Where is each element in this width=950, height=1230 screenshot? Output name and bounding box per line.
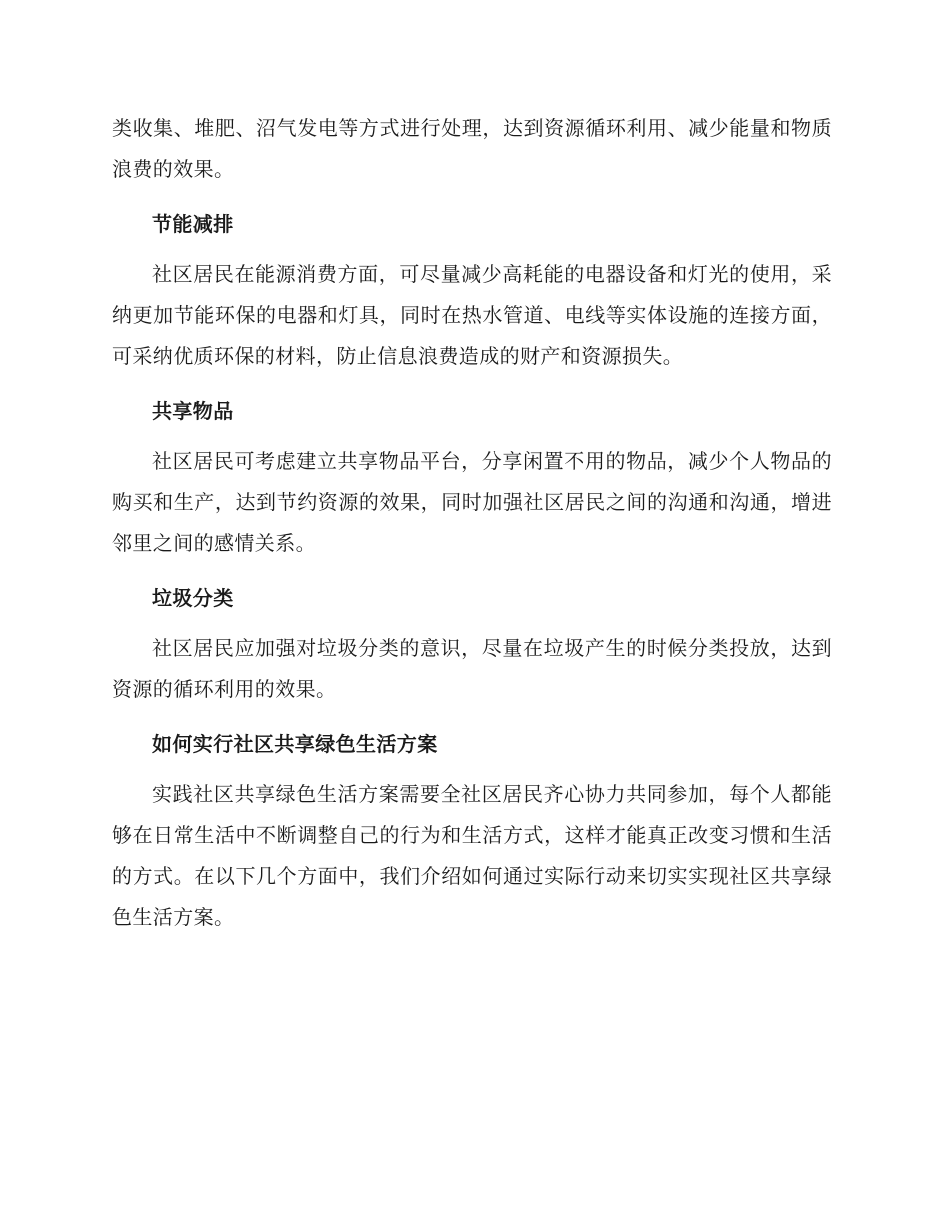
paragraph-shared-items: 社区居民可考虑建立共享物品平台，分享闲置不用的物品，减少个人物品的购买和生产，达到节约资源的效果，同时加强社区居民之间的沟通和沟通，增进邻里之间的感情关系。 (112, 449, 832, 555)
heading-energy-saving: 节能减排 (152, 212, 234, 236)
document-page (112, 108, 832, 938)
heading-shared-items: 共享物品 (152, 399, 234, 423)
paragraph-energy-saving: 社区居民在能源消费方面，可尽量减少高耗能的电器设备和灯光的使用，采纳更加节能环保的电器和灯具，同时在热水管道、电线等实体设施的连接方面，可采纳优质环保的材料，防止信息浪费造成的财产和资源损失。 (112, 262, 832, 368)
paragraph-waste-sorting: 社区居民应加强对垃圾分类的意识，尽量在垃圾产生的时候分类投放，达到资源的循环利用的效果。 (112, 636, 832, 701)
paragraph-continued: 类收集、堆肥、沼气发电等方式进行处理，达到资源循环利用、减少能量和物质浪费的效果。 (112, 116, 832, 181)
paragraph-implementation: 实践社区共享绿色生活方案需要全社区居民齐心协力共同参加，每个人都能够在日常生活中不断调整自己的行为和生活方式，这样才能真正改变习惯和生活的方式。在以下几个方面中，我们介绍如何通过实际行动来切实实现社区共享绿色生活方案。 (112, 782, 832, 929)
heading-waste-sorting: 垃圾分类 (152, 586, 234, 610)
heading-implementation: 如何实行社区共享绿色生活方案 (152, 732, 438, 756)
